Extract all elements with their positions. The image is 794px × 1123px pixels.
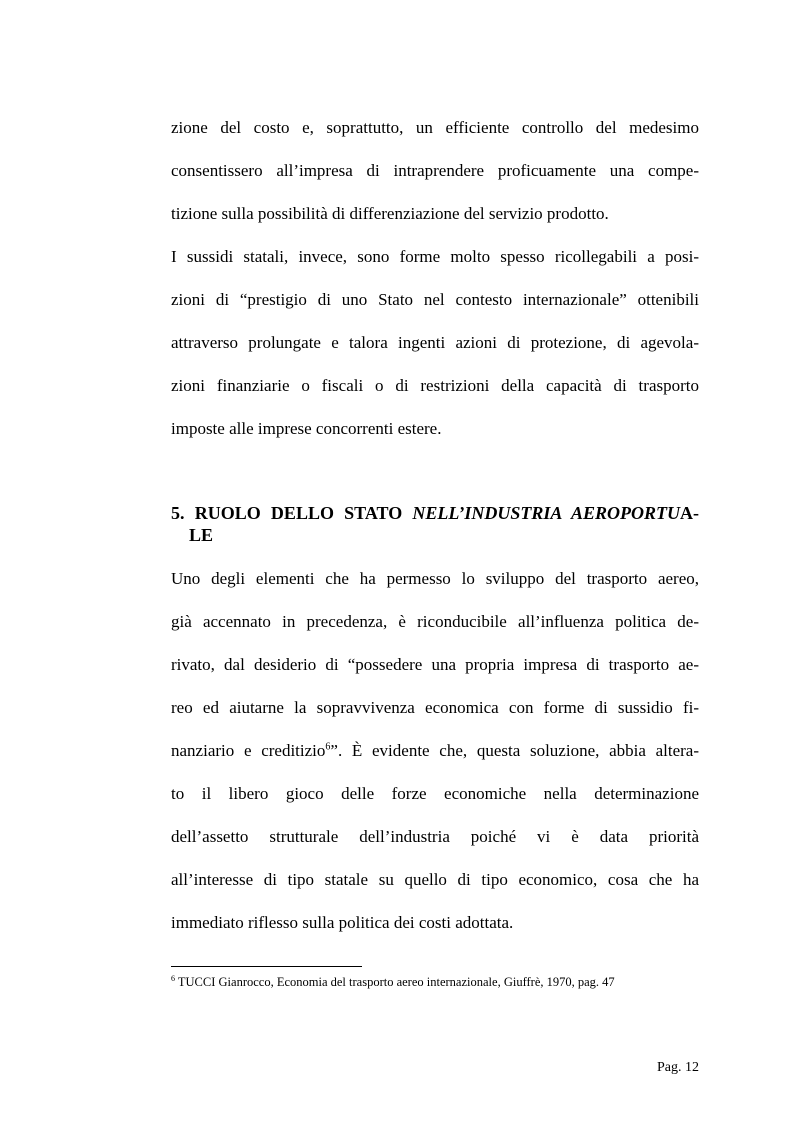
footnote-reference[interactable]: 6 (325, 741, 331, 753)
section-number: 5. (171, 503, 185, 523)
paragraph-line: zione del costo e, soprattutto, un efficiente controllo del medesimo (171, 118, 699, 137)
footnote-number: 6 (171, 973, 175, 983)
body-line: to il libero gioco delle forze economiche nella determinazione (171, 784, 699, 803)
section-title-tail: A- (680, 503, 700, 523)
body-line-text: nanziario e creditizio (171, 741, 326, 760)
body-line: reo ed aiutarne la sopravvivenza economica con forme di sussidio fi- (171, 698, 699, 717)
page-number: Pag. 12 (657, 1060, 699, 1075)
body-line: già accennato in precedenza, è riconducibile all’influenza politica de- (171, 612, 699, 631)
paragraph-line: imposte alle imprese concorrenti estere. (171, 419, 442, 438)
section-title-italic: NELL’INDUSTRIA AEROPORTU (412, 503, 681, 523)
section-heading-line2: LE (189, 525, 214, 545)
paragraph-line: zioni di “prestigio di uno Stato nel contesto internazionale” ottenibili (171, 290, 699, 309)
paragraph-line: consentissero all’impresa di intraprendere proficuamente una compe- (171, 161, 699, 180)
body-line-with-footnote (171, 741, 699, 761)
paragraph-line: attraverso prolungate e talora ingenti azioni di protezione, di agevola- (171, 333, 699, 352)
body-line: dell’assetto strutturale dell’industria poiché vi è data priorità (171, 827, 699, 846)
footnote (171, 975, 615, 990)
paragraph-line: tizione sulla possibilità di differenziazione del servizio prodotto. (171, 204, 609, 223)
paragraph-line: zioni finanziarie o fiscali o di restrizioni della capacità di trasporto (171, 376, 699, 395)
body-line: all’interesse di tipo statale su quello di tipo economico, cosa che ha (171, 870, 699, 889)
body-line: rivato, dal desiderio di “possedere una propria impresa di trasporto ae- (171, 655, 699, 674)
body-line: Uno degli elementi che ha permesso lo sviluppo del trasporto aereo, (171, 569, 699, 588)
body-line: immediato riflesso sulla politica dei costi adottata. (171, 913, 514, 932)
section-title-plain: RUOLO DELLO STATO (194, 503, 403, 523)
paragraph-line: I sussidi statali, invece, sono forme molto spesso ricollegabili a posi- (171, 247, 699, 266)
body-line-text: ”. È evidente che, questa soluzione, abbia altera- (330, 741, 700, 760)
section-heading (171, 502, 699, 524)
footnote-text: TUCCI Gianrocco, Economia del trasporto aereo internazionale, Giuffrè, 1970, pag. 47 (175, 975, 615, 989)
footnote-separator (171, 966, 362, 967)
